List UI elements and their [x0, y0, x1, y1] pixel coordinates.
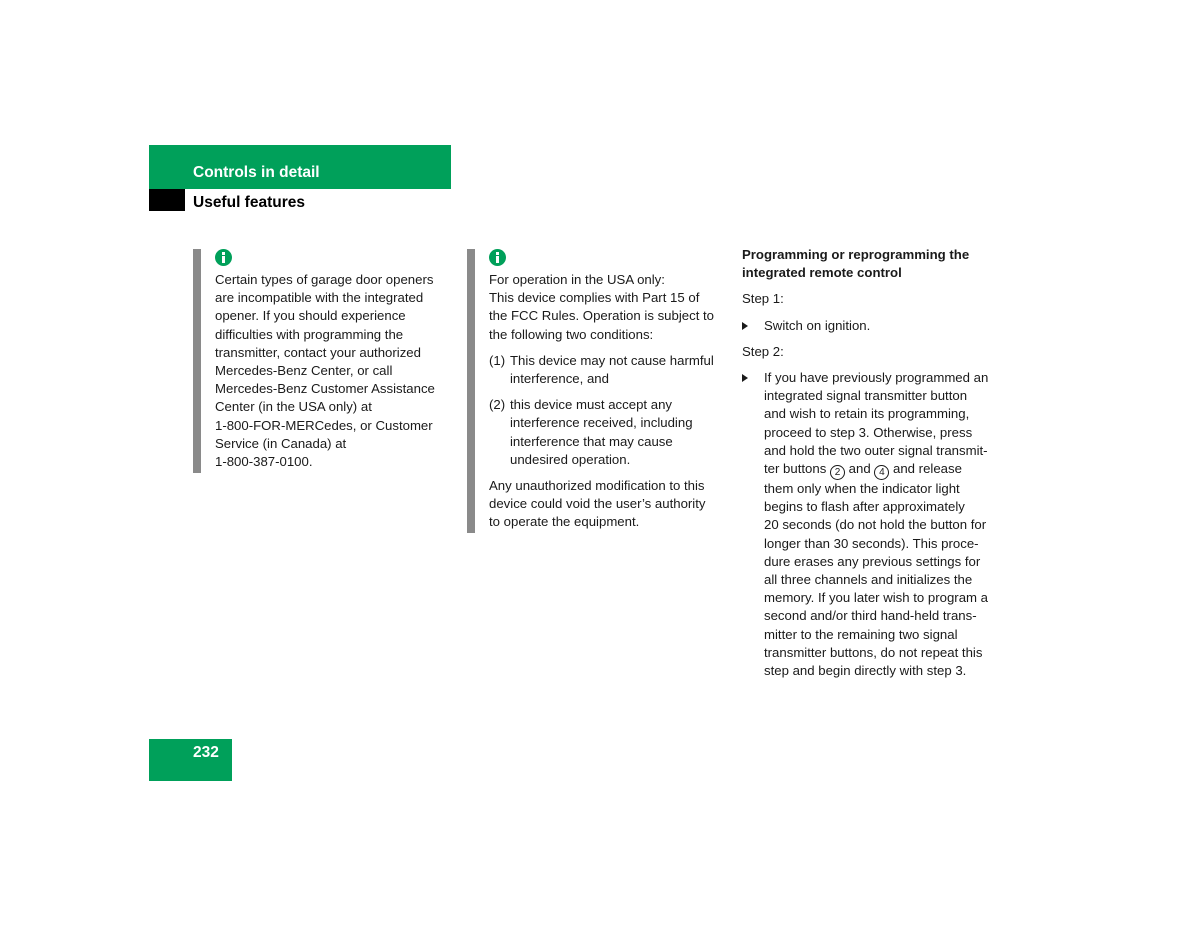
subsection-title: Useful features [193, 194, 305, 211]
instruction-line: If you have previously programmed an [764, 370, 989, 386]
bullet-arrow-icon [742, 322, 748, 330]
instruction-line: 20 seconds (do not hold the button for [764, 517, 987, 533]
note-line: Any unauthorized modification to this [489, 478, 705, 494]
info-icon [489, 249, 506, 266]
note-line: opener. If you should experience [215, 308, 406, 324]
note-line: Service (in Canada) at [215, 435, 347, 451]
programming-section [742, 246, 1012, 688]
note-line: the FCC Rules. Operation is subject to [489, 308, 715, 324]
note-line: to operate the equipment. [489, 514, 640, 530]
step-1-label: Step 1: [742, 291, 784, 307]
instruction-line: Switch on ignition. [764, 317, 871, 333]
button-4-symbol: 4 [874, 465, 889, 480]
instruction-line: mitter to the remaining two signal [764, 626, 958, 642]
instruction-line: dure erases any previous settings for [764, 553, 981, 569]
step-2-label: Step 2: [742, 343, 784, 359]
note-line: Mercedes-Benz Center, or call [215, 363, 393, 379]
page-number-box [149, 739, 232, 781]
instruction-line: begins to flash after approximately [764, 499, 965, 515]
bullet-arrow-icon [742, 374, 748, 382]
note-line: difficulties with programming the [215, 326, 404, 342]
instruction-line: all three channels and initializes the [764, 572, 973, 588]
note-line: 1-800-FOR-MERCedes, or Customer [215, 417, 433, 433]
note-line: interference received, including [510, 415, 693, 431]
fcc-closing [489, 477, 732, 532]
page-number: 232 [193, 744, 219, 761]
heading-line: Programming or reprogramming the [742, 247, 970, 262]
subsection-marker [149, 189, 185, 211]
fcc-intro [489, 271, 732, 344]
info-note-garage-openers [193, 249, 453, 473]
step-1-instruction [742, 317, 1012, 335]
instruction-line: proceed to step 3. Otherwise, press [764, 424, 973, 440]
note-line: This device may not cause harmful [510, 352, 714, 368]
instruction-line: longer than 30 seconds). This proce- [764, 535, 979, 551]
instruction-line: them only when the indicator light [764, 481, 960, 497]
section-title: Controls in detail [193, 164, 320, 181]
note-line: transmitter, contact your authorized [215, 344, 421, 360]
info-icon [215, 249, 232, 266]
note-line: 1-800-387-0100. [215, 454, 313, 470]
note-line: Center (in the USA only) at [215, 399, 372, 415]
step-2-instruction [742, 369, 1012, 680]
note-line: interference that may cause [510, 433, 673, 449]
instruction-text: and release [893, 461, 962, 477]
instruction-line: step and begin directly with step 3. [764, 663, 967, 679]
condition-number: (2) [489, 397, 506, 413]
note-line: For operation in the USA only: [489, 272, 665, 287]
note-text [215, 271, 453, 471]
fcc-condition-1 [489, 352, 732, 388]
note-line: the following two conditions: [489, 326, 654, 342]
instruction-line: transmitter buttons, do not repeat this [764, 644, 983, 660]
instruction-line: integrated signal transmitter button [764, 388, 968, 404]
button-2-symbol: 2 [830, 465, 845, 480]
info-note-fcc [467, 249, 732, 533]
note-line: interference, and [510, 371, 609, 387]
note-line: Certain types of garage door openers [215, 272, 434, 287]
condition-number: (1) [489, 352, 506, 368]
instruction-line: second and/or third hand-held trans- [764, 608, 977, 624]
note-line: this device must accept any [510, 397, 672, 413]
instruction-line: memory. If you later wish to program a [764, 590, 989, 606]
instruction-text: ter buttons [764, 461, 827, 477]
note-line: device could void the user’s authority [489, 496, 706, 512]
instruction-line: and hold the two outer signal transmit- [764, 442, 988, 458]
heading-line: integrated remote control [742, 265, 902, 281]
instruction-line [764, 460, 1012, 480]
section-heading [742, 246, 1012, 282]
note-line: are incompatible with the integrated [215, 290, 424, 306]
instruction-text: and [848, 461, 871, 477]
note-line: Mercedes-Benz Customer Assistance [215, 381, 435, 397]
note-line: undesired operation. [510, 451, 631, 467]
instruction-line: and wish to retain its programming, [764, 406, 970, 422]
fcc-condition-2 [489, 396, 732, 469]
note-line: This device complies with Part 15 of [489, 290, 700, 306]
